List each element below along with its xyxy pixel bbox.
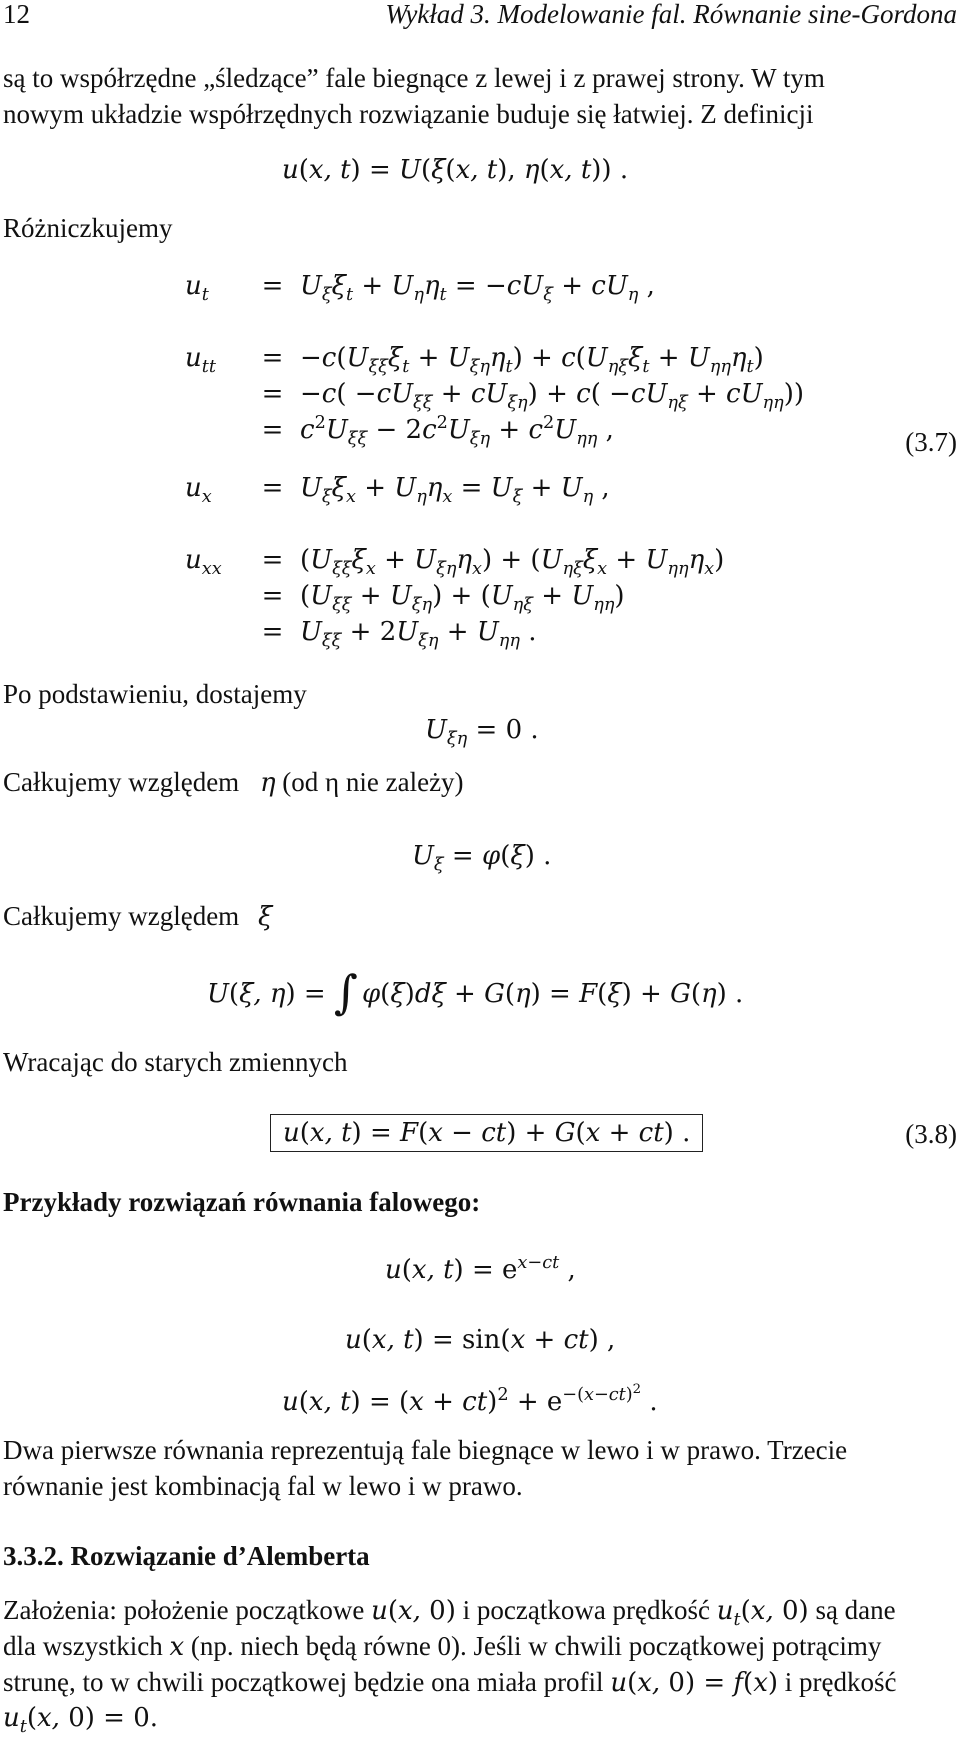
equation-number-3-8: (3.8) xyxy=(905,1119,957,1149)
assumptions-text-1c: są dane xyxy=(815,1595,896,1625)
example-2: u(x, t) = sin(x + ct) , xyxy=(345,1325,616,1355)
assumptions-text-1a: Założenia: położenie początkowe xyxy=(3,1595,365,1625)
assumptions-text-1b: i początkowa prędkość xyxy=(462,1595,711,1625)
closing-line-2: równanie jest kombinacją fal w lewo i w prawo. xyxy=(3,1471,523,1501)
equation-number-3-7: (3.7) xyxy=(905,427,957,457)
eq-uxx-2: = $(U_{\xi\xi} + U_{\xi\eta}) + (U_{\eta\xi} + U_{\eta\eta})$ xyxy=(261,581,625,616)
eqarray-3-7 xyxy=(185,268,804,650)
eq-integral: U(ξ, η) = ∫ φ(ξ)dξ + G(η) = F(ξ) + G(η) . xyxy=(207,965,744,1019)
label-calkujemy-eta: Całkujemy względem xyxy=(3,767,240,797)
eq-ut: $u_t$ = $U_\xi\xi_t + U_\eta\eta_t = -cU_\xi + cU_\eta$ , xyxy=(185,271,655,306)
label-calkujemy-eta-rest: (od η nie zależy) xyxy=(282,767,464,797)
label-po-podstawieniu: Po podstawieniu, dostajemy xyxy=(3,679,307,709)
label-przyklady: Przykłady rozwiązań równania falowego: xyxy=(3,1187,481,1217)
intro-line-2: nowym układzie współrzędnych rozwiązanie buduje się łatwiej. Z definicji xyxy=(3,99,814,129)
eq-ux: $u_x$ = $U_\xi\xi_x + U_\eta\eta_x = U_\xi + U_\eta$ , xyxy=(185,473,610,508)
eq-utt-3: = $c^2U_{\xi\xi} - 2c^2U_{\xi\eta} + c^2U_{\eta\eta}$ , xyxy=(261,413,614,450)
section-number: 3.3.2. xyxy=(3,1541,64,1571)
eq-uxx-1: $u_{xx}$ = $(U_{\xi\xi}\xi_x + U_{\xi\eta}\eta_x) + (U_{\eta\xi}\xi_x + U_{\eta\eta}\eta_x)$ xyxy=(185,545,725,580)
example-3: u(x, $t) = (x + ct)^2 + e^{-(x-ct)^2}$ . xyxy=(282,1382,658,1417)
eq-dalembert-boxed: u(x, t) = F(x − ct) + G(x + ct) . xyxy=(270,1114,703,1152)
page-number: 12 xyxy=(3,0,30,29)
calkujemy-eta-line: Całkujemy względem η (od η nie zależy) xyxy=(3,767,464,798)
section-heading xyxy=(3,1538,370,1574)
assumptions-line-1: Założenia: położenie początkowe u(x, 0) i początkowa prędkość $u_t(x$, 0) są dane xyxy=(3,1595,896,1631)
eq-utt-2: = $-c( -cU_{\xi\xi} + cU_{\xi\eta}) + c( -cU_{\eta\xi} + cU_{\eta\eta})$) xyxy=(261,379,804,414)
assumptions-text-3b: i prędkość xyxy=(784,1667,897,1697)
closing-line-1: Dwa pierwsze równania reprezentują fale biegnące w lewo i w prawo. Trzecie xyxy=(3,1435,848,1465)
assumptions-text-2a: dla wszystkich xyxy=(3,1631,163,1661)
assumptions-text-3a: strunę, to w chwili początkowej będzie ona miała profil xyxy=(3,1667,604,1697)
assumptions-text-2b: (np. niech będą równe 0). Jeśli w chwili początkowej potrącimy xyxy=(190,1631,882,1661)
eq-uxx-3: = $U_{\xi\xi} + 2U_{\xi\eta} + U_{\eta\eta}$ . xyxy=(261,617,537,652)
label-rozniczkujemy: Różniczkujemy xyxy=(3,213,173,243)
eq-utt-1: $u_{tt}$ = $-c(U_{\xi\xi}\xi_t + U_{\xi\eta}\eta_t) + c(U_{\eta\xi}\xi_t + U_{\eta\eta}\eta_t)$ xyxy=(185,343,764,378)
calkujemy-xi-line: Całkujemy względem ξ xyxy=(3,901,273,932)
eq-uxieta-zero: $U_{\xi\eta} = 0$ . xyxy=(425,715,539,750)
label-calkujemy-xi: Całkujemy względem xyxy=(3,901,240,931)
example-1: u(x, $t) = e^{x-ct}$ , xyxy=(385,1253,576,1285)
running-title: Wykład 3. Modelowanie fal. Równanie sine-Gordona xyxy=(385,0,957,29)
intro-line-1: są to współrzędne „śledzące” fale biegnące z lewej i z prawej strony. W tym xyxy=(3,63,825,93)
eq-uxi-phi: $U_\xi = \varphi(\xi)$ . xyxy=(412,841,552,876)
section-title: Rozwiązanie d’Alemberta xyxy=(70,1541,370,1571)
assumptions-line-2: dla wszystkich x (np. niech będą równe 0). Jeśli w chwili początkowej potrącimy xyxy=(3,1631,882,1662)
assumptions-line-4: $u_t(x$, 0) = 0. xyxy=(3,1703,159,1737)
definition-equation: u(x, t) = U(ξ(x, t), η(x, t)) . xyxy=(282,155,629,185)
label-wracajac: Wracając do starych zmiennych xyxy=(3,1047,348,1077)
assumptions-line-3: strunę, to w chwili początkowej będzie ona miała profil u(x, 0) = f(x) i prędkość xyxy=(3,1667,897,1698)
